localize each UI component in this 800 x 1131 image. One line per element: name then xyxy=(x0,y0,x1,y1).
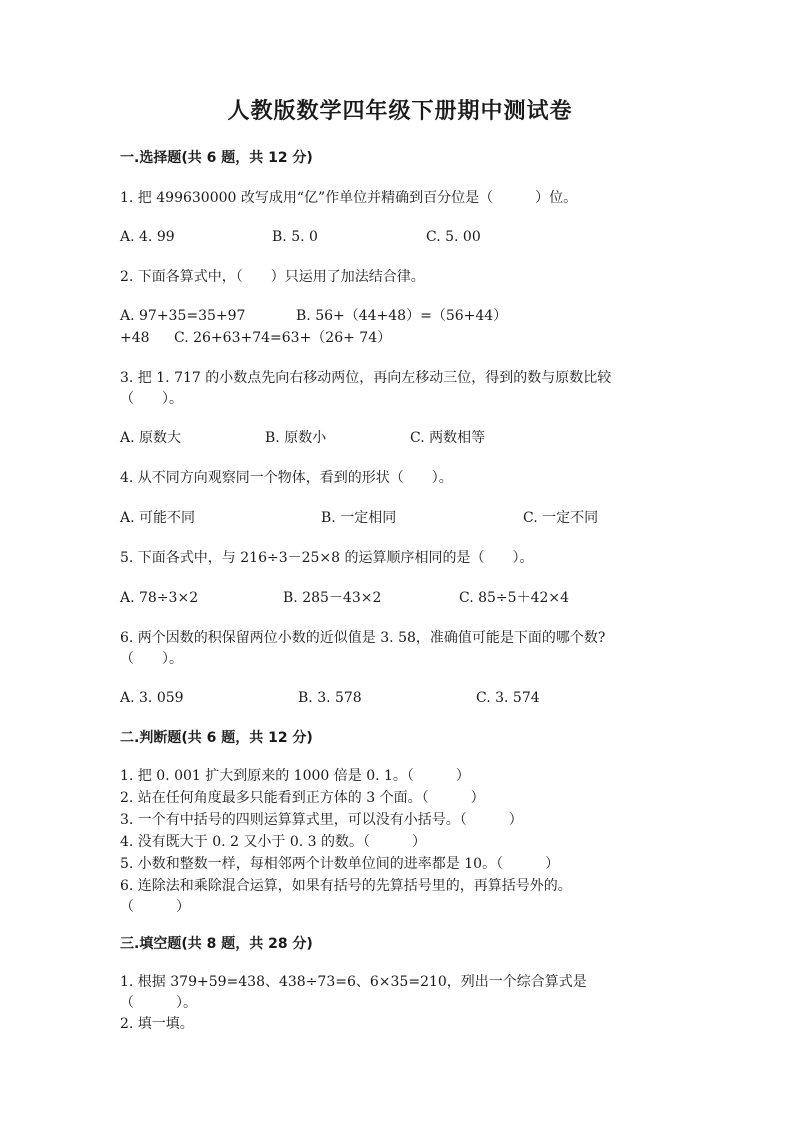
q1-option-b: B. 5. 0 xyxy=(272,229,318,245)
section-heading-fill-in: 三.填空题(共 8 题，共 28 分) xyxy=(120,936,313,952)
q3-option-b: B. 原数小 xyxy=(265,430,327,446)
q4-option-a: A. 可能不同 xyxy=(120,510,196,526)
question-2: 2. 下面各算式中，（ ）只运用了加法结合律。 xyxy=(120,269,425,285)
question-1: 1. 把 499630000 改写成用“亿”作单位并精确到百分位是（ ）位。 xyxy=(120,190,578,206)
q2-option-b: B. 56+（44+48）=（56+44） xyxy=(296,308,508,324)
q6-option-a: A. 3. 059 xyxy=(120,690,184,706)
question-6-continued: （ ）。 xyxy=(120,651,183,667)
question-3: 3. 把 1. 717 的小数点先向右移动两位，再向左移动三位，得到的数与原数比较 xyxy=(120,370,612,386)
fill-in-item: 1. 根据 379+59=438、438÷73=6、6×35=210，列出一个综合算式是 xyxy=(120,974,587,990)
q2-option-b-continued: +48 xyxy=(120,330,150,346)
question-6: 6. 两个因数的积保留两位小数的近似值是 3. 58，准确值可能是下面的哪个数? xyxy=(120,630,606,646)
question-3-continued: （ ）。 xyxy=(120,391,183,407)
section-heading-choice: 一.选择题(共 6 题，共 12 分) xyxy=(120,150,313,166)
question-4: 4. 从不同方向观察同一个物体，看到的形状（ ）。 xyxy=(120,470,453,486)
section-heading-judgement: 二.判断题(共 6 题，共 12 分) xyxy=(120,730,313,746)
q5-option-a: A. 78÷3×2 xyxy=(120,590,199,606)
judgement-item: 3. 一个有中括号的四则运算算式里，可以没有小括号。（ ） xyxy=(120,812,523,828)
question-5: 5. 下面各式中，与 216÷3－25×8 的运算顺序相同的是（ ）。 xyxy=(120,550,534,566)
judgement-item: 4. 没有既大于 0. 2 又小于 0. 3 的数。（ ） xyxy=(120,834,427,850)
q2-option-a: A. 97+35=35+97 xyxy=(120,308,246,324)
q3-option-a: A. 原数大 xyxy=(120,430,182,446)
q6-option-c: C. 3. 574 xyxy=(476,690,540,706)
q5-option-c: C. 85÷5＋42×4 xyxy=(459,590,570,606)
q2-option-c: C. 26+63+74=63+（26+ 74） xyxy=(174,330,392,346)
q4-option-c: C. 一定不同 xyxy=(523,510,599,526)
q5-option-b: B. 285－43×2 xyxy=(283,590,382,606)
fill-in-item: 2. 填一填。 xyxy=(120,1016,194,1032)
q6-option-b: B. 3. 578 xyxy=(298,690,362,706)
judgement-item: 1. 把 0. 001 扩大到原来的 1000 倍是 0. 1。（ ） xyxy=(120,768,470,784)
q3-option-c: C. 两数相等 xyxy=(410,430,486,446)
judgement-item: 2. 站在任何角度最多只能看到正方体的 3 个面。（ ） xyxy=(120,790,485,806)
page-title: 人教版数学四年级下册期中测试卷 xyxy=(227,98,573,124)
q4-option-b: B. 一定相同 xyxy=(321,510,397,526)
q1-option-a: A. 4. 99 xyxy=(120,229,175,245)
fill-in-item-continued: （ ）。 xyxy=(120,995,197,1011)
judgement-item: 6. 连除法和乘除混合运算，如果有括号的先算括号里的，再算括号外的。 xyxy=(120,878,572,894)
judgement-item: 5. 小数和整数一样，每相邻两个计数单位间的进率都是 10。（ ） xyxy=(120,856,560,872)
q1-option-c: C. 5. 00 xyxy=(426,229,481,245)
judgement-item-continued: （ ） xyxy=(120,899,190,915)
